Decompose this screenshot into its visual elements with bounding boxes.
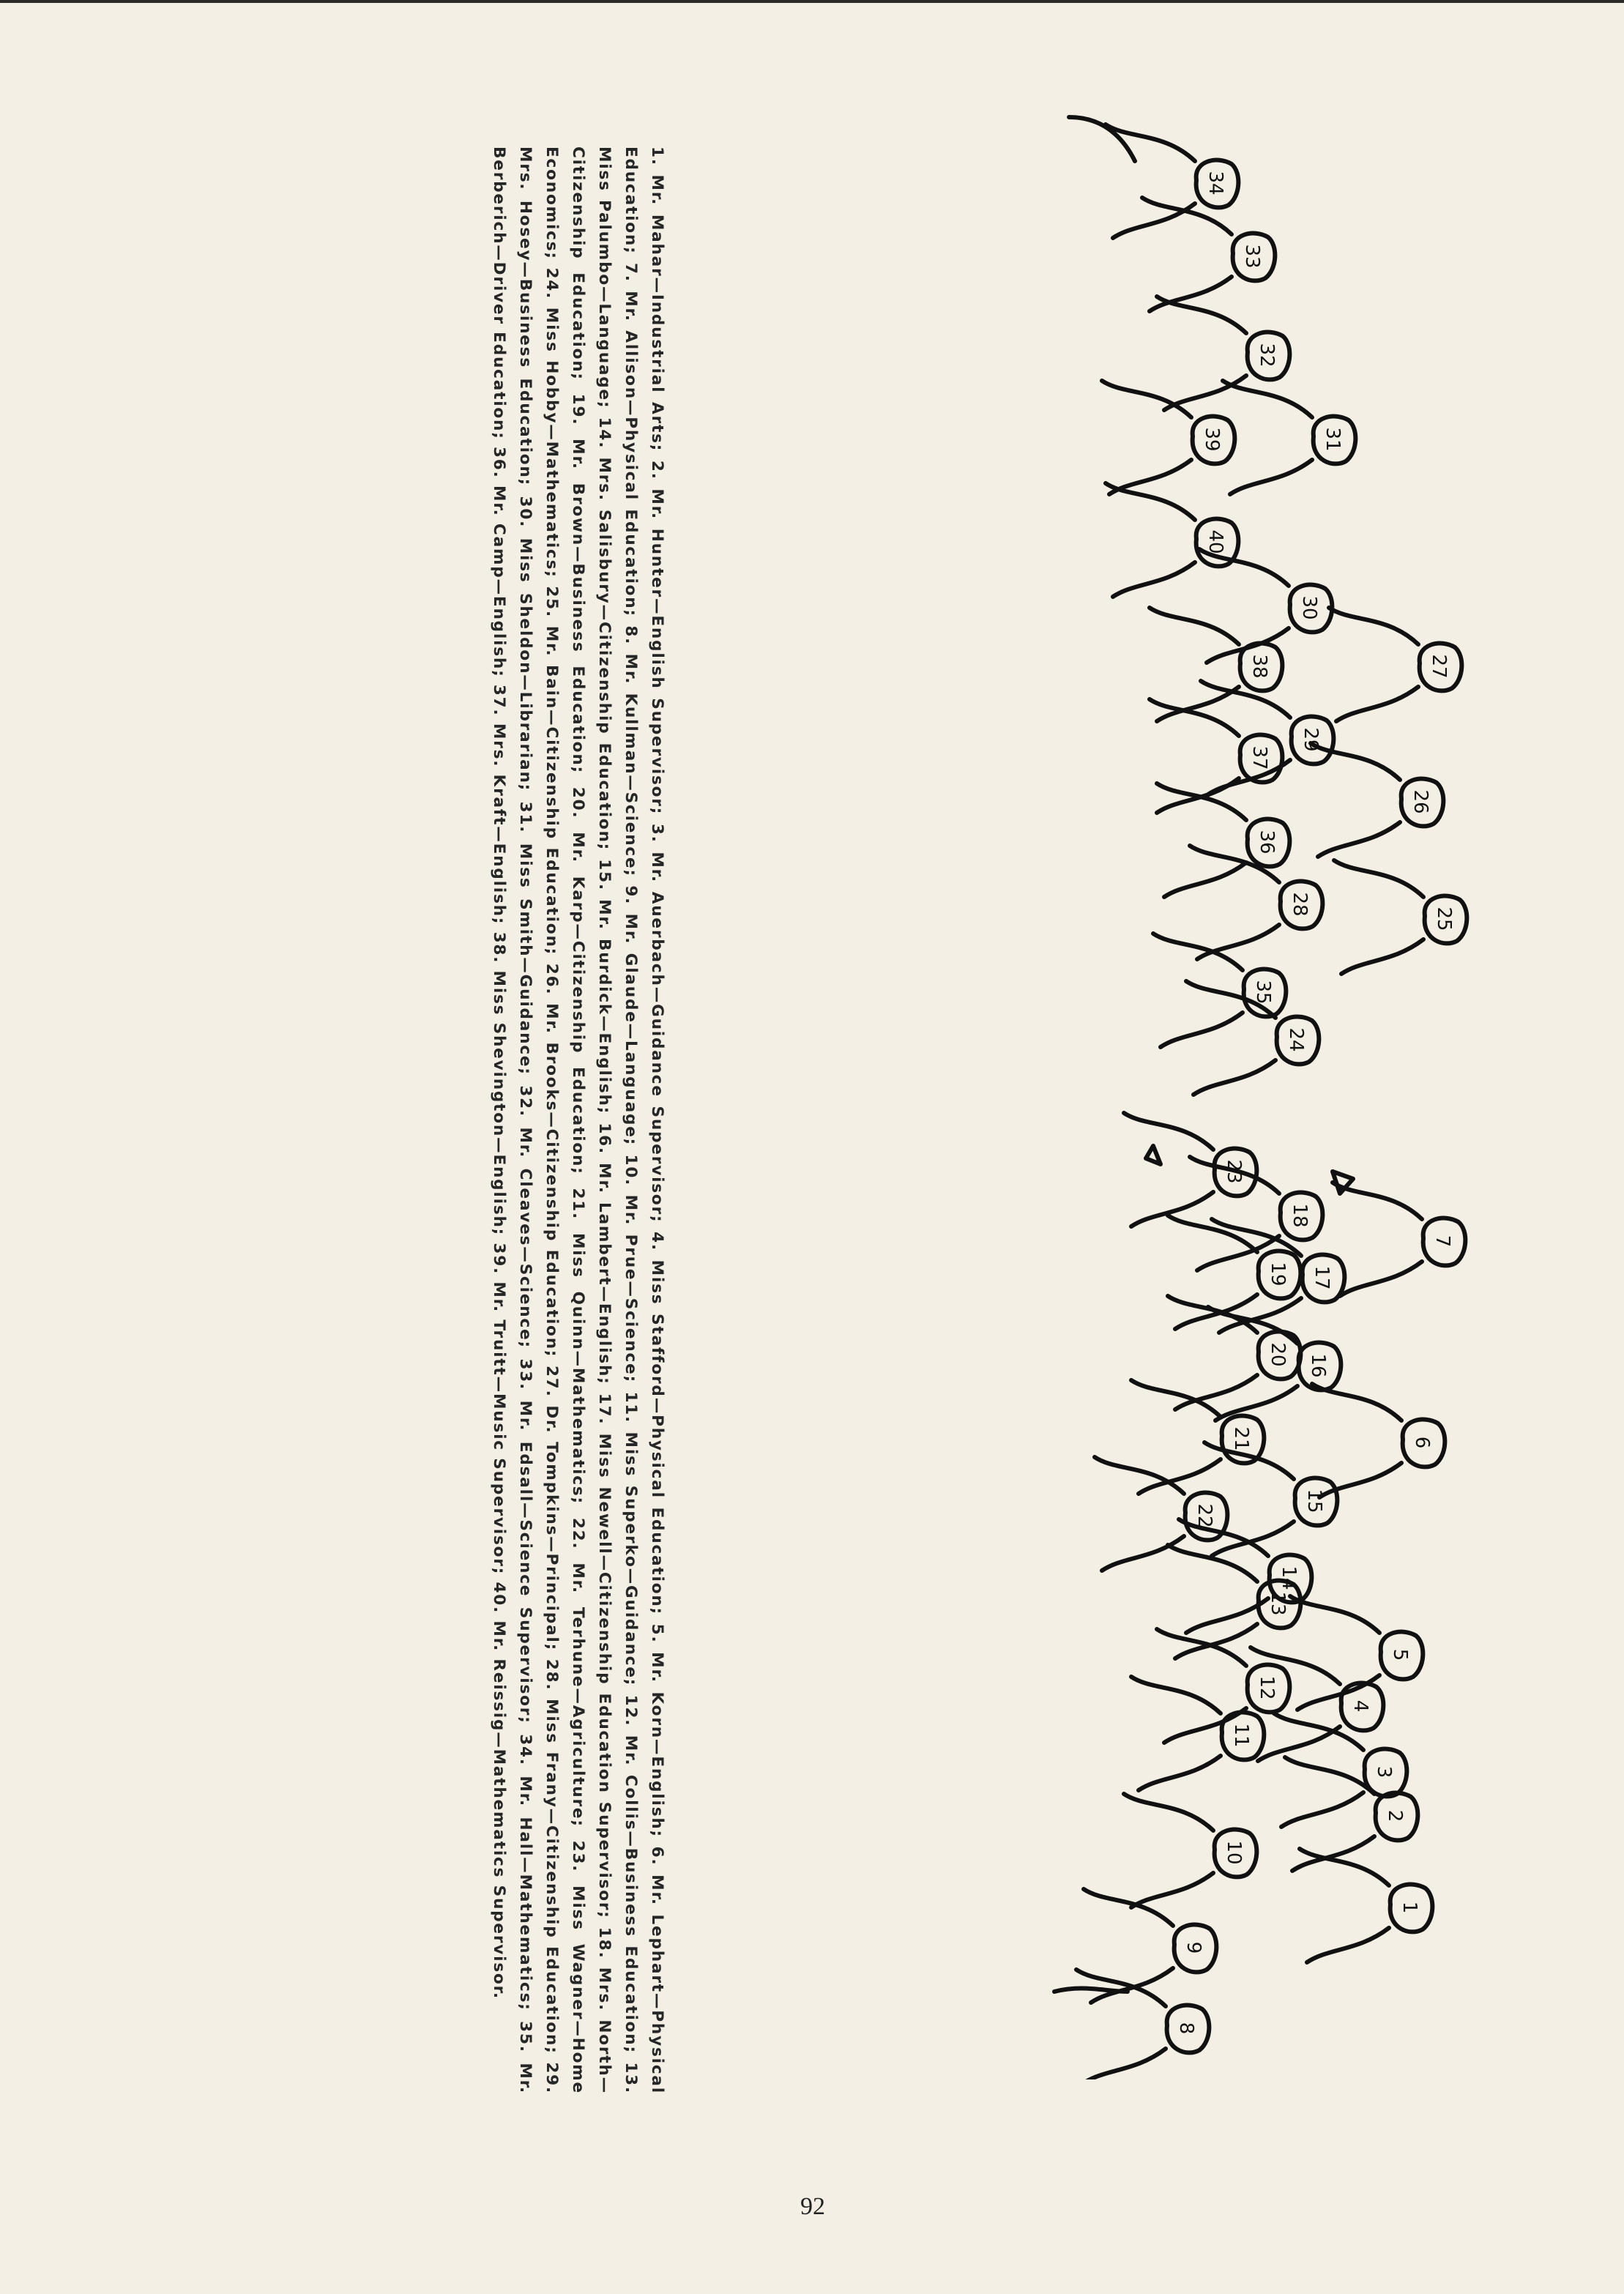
shoulder-outline [1329, 608, 1418, 721]
contour-stroke [1069, 117, 1135, 161]
figure-1 [1300, 1849, 1432, 1962]
figure-34 [1106, 124, 1238, 238]
figure-number: 12 [1256, 1675, 1278, 1700]
shoulder-outline [1157, 783, 1246, 897]
figure-number: 26 [1409, 789, 1431, 814]
figure-number: 16 [1307, 1353, 1329, 1378]
page-number: 92 [800, 2193, 825, 2220]
figure-number: 31 [1322, 427, 1344, 452]
figure-21 [1131, 1380, 1264, 1494]
page-top-edge [0, 0, 1624, 3]
figure-number: 5 [1389, 1648, 1411, 1661]
shoulder-outline [1285, 1757, 1374, 1871]
shoulder-outline [1168, 1545, 1257, 1658]
figure-20 [1168, 1296, 1300, 1409]
caption-container [406, 146, 670, 2094]
figure-number: 6 [1411, 1436, 1433, 1449]
shoulder-outline [1153, 934, 1243, 1047]
figure-number: 38 [1248, 654, 1270, 679]
shoulder-outline [1334, 860, 1423, 974]
figure-number: 2 [1384, 1809, 1406, 1822]
figure-number: 13 [1267, 1591, 1289, 1616]
figure-number: 11 [1230, 1723, 1252, 1748]
figure-25 [1334, 860, 1467, 974]
figure-number: 14 [1278, 1565, 1300, 1590]
figure-5 [1290, 1596, 1423, 1710]
shoulder-outline [1124, 1794, 1213, 1907]
shoulder-outline [1131, 1677, 1221, 1790]
figure-number: 1 [1398, 1901, 1420, 1914]
figure-number: 4 [1349, 1699, 1371, 1713]
figure-number: 32 [1256, 343, 1278, 368]
figure-number: 17 [1311, 1265, 1333, 1290]
shoulder-outline [1106, 124, 1195, 238]
figure-number: 34 [1204, 171, 1226, 195]
figure-number: 3 [1373, 1765, 1395, 1779]
figure-number: 36 [1256, 830, 1278, 854]
figure-number: 30 [1298, 595, 1320, 620]
figure-10 [1124, 1794, 1256, 1907]
shoulder-outline [1290, 1596, 1379, 1710]
faculty-key-caption: 1. Mr. Mahar—Industrial Arts; 2. Mr. Hunter—English Supervisor; 3. Mr. Auerbach—Guidance Supervisor; 4. Miss Stafford—Physical Education; 5. Mr. Korn—English; 6. Mr. Lephart—Physical Education; 7. Mr. Allison—Physical Education; 8. Mr. Kullman—Science; 9. Mr. Glaude—Language; 10. Mr. Prue—Science; 11. Miss Superko—Guidance; 12. Mr. Collis—Business Education; 13. Miss Palumbo—Language; 14. Mrs. Salisbury—Citizenship Education; 15. Mr. Burdick—English; 16. Mr. Lambert—English; 17. Miss Newell—Citizenship Education Supervisor; 18. Mrs. North—Citizenship Education; 19. Mr. Brown—Business Education; 20. Mr. Karp—Citizenship Education; 21. Miss Quinn—Mathematics; 22. Mr. Terhune—Agriculture; 23. Miss Wagner—Home Economics; 24. Miss Hobby—Mathematics; 25. Mr. Bain—Citizenship Education; 26. Mr. Brooks—Citizenship Education; 27. Dr. Tompkins—Principal; 28. Miss Frany—Citizenship Education; 29. Mrs. Hosey—Business Education; 30. Miss Sheldon—Librarian; 31. Miss Smith—Guidance; 32. Mr. Cleaves—Science; 33. Mr. Edsall—Science Supervisor; 34. Mr. Hall—Mathematics; 35. Mr. Berberich—Driver Education; 36. Mr. Camp—English; 37. Mrs. Kraft—English; 38. Miss Shevington—English; 39. Mr. Truitt—Music Supervisor; 40. Mr. Reissig—Mathematics Supervisor. [490, 146, 666, 2094]
figure-number: 10 [1223, 1840, 1245, 1865]
figure-number: 24 [1285, 1027, 1307, 1052]
shoulder-outline [1157, 297, 1246, 410]
figure-38 [1150, 608, 1282, 721]
faculty-key-drawing [952, 88, 1479, 2079]
figure-number: 37 [1248, 745, 1270, 770]
figure-number: 33 [1241, 244, 1263, 269]
figure-7 [1333, 1183, 1465, 1296]
figure-number: 9 [1182, 1941, 1204, 1954]
figure-23 [1124, 1113, 1256, 1226]
figure-number: 19 [1267, 1262, 1289, 1286]
figure-number: 28 [1289, 892, 1311, 917]
figure-number: 8 [1175, 2022, 1197, 2035]
figure-number: 25 [1433, 906, 1455, 931]
figure-22 [1095, 1457, 1227, 1571]
figure-40 [1106, 483, 1238, 597]
figure-number: 15 [1303, 1489, 1325, 1513]
figure-11 [1131, 1677, 1264, 1790]
figure-number: 7 [1431, 1234, 1453, 1248]
figure-number: 35 [1252, 980, 1274, 1005]
figure-number: 23 [1223, 1159, 1245, 1184]
figure-number: 39 [1201, 427, 1223, 452]
shoulder-outline [1076, 1970, 1166, 2079]
shoulder-outline [1300, 1849, 1389, 1962]
figure-26 [1311, 743, 1443, 857]
shoulder-outline [1106, 483, 1195, 597]
shoulder-outline [1102, 381, 1191, 494]
shoulder-outline [1124, 1113, 1213, 1226]
shoulder-outline [1095, 1457, 1184, 1571]
figure-6 [1312, 1384, 1445, 1497]
figure-33 [1142, 198, 1275, 311]
shoulder-outline [1190, 846, 1279, 959]
figure-number: 40 [1204, 529, 1226, 554]
figure-number: 29 [1300, 727, 1322, 752]
figure-27 [1329, 608, 1461, 721]
figure-31 [1223, 381, 1355, 494]
figure-36 [1157, 783, 1289, 897]
figure-number: 21 [1230, 1426, 1252, 1451]
figure-number: 22 [1193, 1503, 1215, 1528]
figure-number: 18 [1289, 1203, 1311, 1228]
contour-stroke [1054, 1989, 1128, 1992]
figure-number: 20 [1267, 1342, 1289, 1367]
figure-number: 27 [1428, 654, 1450, 679]
shoulder-outline [1142, 198, 1232, 311]
figure-39 [1102, 381, 1234, 494]
figure-9 [1084, 1889, 1216, 2003]
triangle-mark [1146, 1146, 1161, 1164]
